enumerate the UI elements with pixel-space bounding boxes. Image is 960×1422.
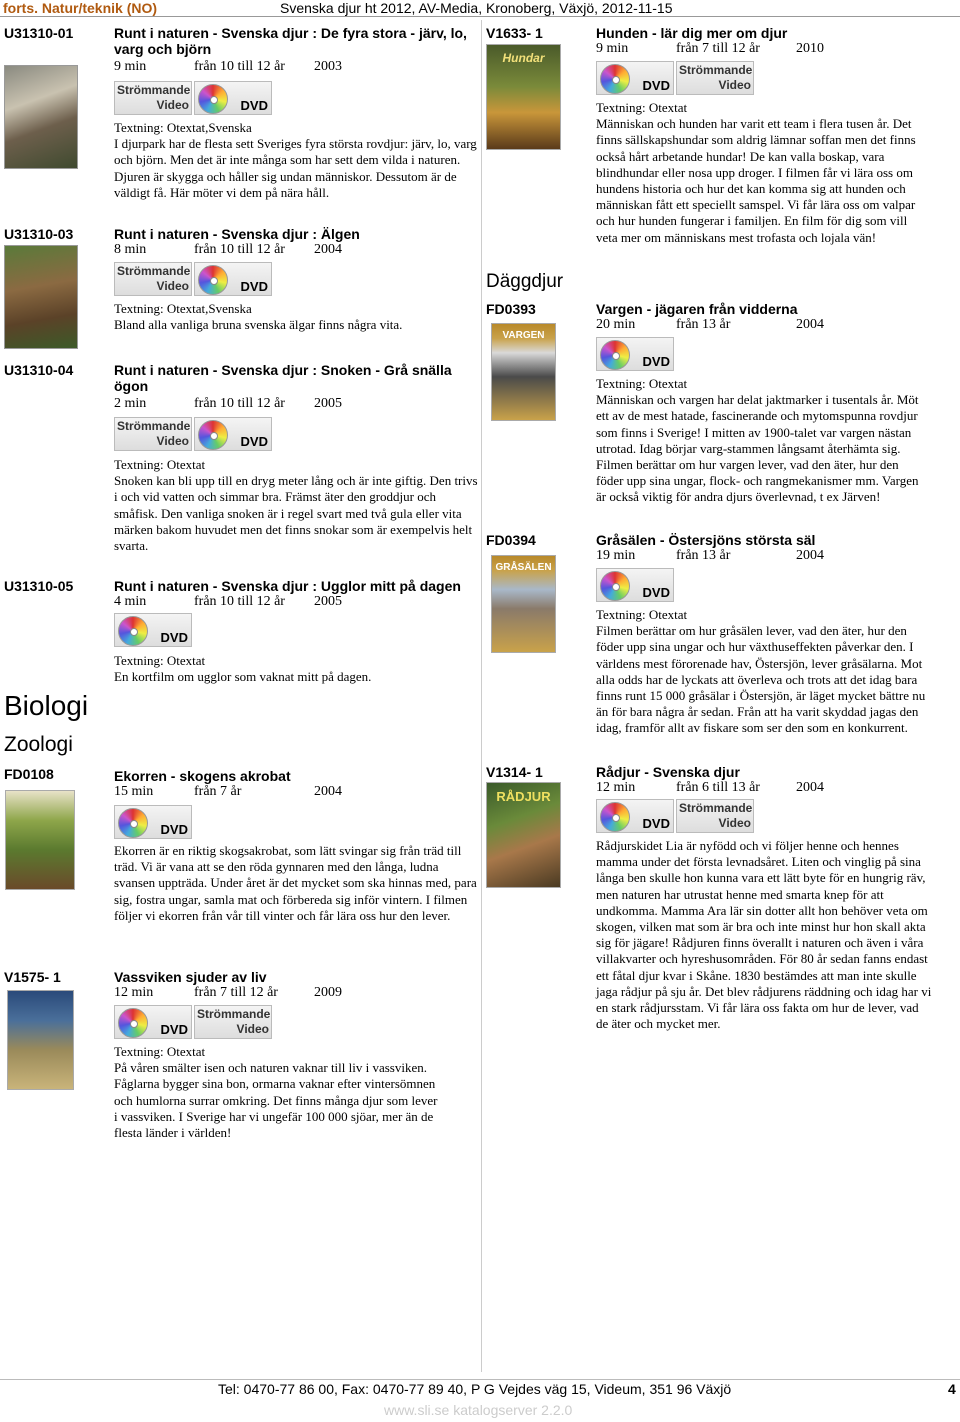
dog-dvd-cover[interactable] — [486, 44, 561, 150]
age-range: från 10 till 12 år — [194, 59, 285, 74]
entry-description: Rådjurskidet Lia är nyfödd och vi följer henne och hennes mamma under det första levnadsåret. Liten och vinglig på sina långa ben skulle hon kunna vara ett lätt byte för en hungrig räv, men naturen har utrustat henne med smarta knep för att undkomma. Mamma Ara lär sin dotter allt hon behöver veta om skogen, vilken mat som är bra och inte minst hur hon skall akta sig för jägare! Rådjuren finns överallt i naturen och även i våra villakvarter och hyreshusområden. För 80 år sedan fanns endast ett fåtal djur kvar i Skåne. 1830 bestämdes att man inte skulle jaga rådjur på sju år. Det blev rådjurens räddning och idag har vi en stark rådjursstam. Vi får lära oss fakta om hur de lever, vad de äter och mycket mer. — [596, 838, 932, 1032]
duration: 9 min — [114, 59, 147, 74]
subcategory-heading: Däggdjur — [486, 271, 564, 292]
subcategory-heading: Zoologi — [4, 733, 73, 756]
entry-title[interactable]: Hunden - lär dig mer om djur — [596, 25, 788, 41]
wolf-thumbnail[interactable] — [4, 65, 78, 169]
category-heading: Biologi — [4, 690, 89, 721]
year: 2004 — [796, 780, 824, 795]
media-badges — [596, 568, 674, 602]
dvd-disc-icon — [600, 571, 630, 601]
entry-description: Ekorren är en riktig skogsakrobat, som lätt svingar sig från träd till träd. Vi är vana att se den röda gynnaren med den långa, ludna svansen uppträda. Under året är det mycket som ska hinnas med, para sig, fostra ungar, samla mat och förbereda sig inför vintern. I filmen följer vi ekorren från vår till vinter och får lära oss hur den lever. — [114, 843, 477, 923]
age-range: från 13 år — [676, 548, 731, 563]
duration: 8 min — [114, 242, 147, 257]
dvd-disc-icon — [198, 84, 228, 114]
entry-description: Textning: Otextat Filmen berättar om hur gråsälen lever, vad den äter, hur den föder upp sina ungar och hur växthuseffekten påverkar den. I världens mest förorenade hav, Östersjön, lever gråsälarna. Mot alla odds har de lyckats att överleva och trots att det idag bara finns runt 15 000 gråsälar i Östersjön, är läget mycket bättre nu än för bara några år sedan. Från att ha varit skyddad jagas den idag, framför allt av fiskare som ser den som en konkurrent. — [596, 607, 926, 736]
age-range: från 10 till 12 år — [194, 594, 285, 609]
streaming-video-badge[interactable]: Strömmande Video — [114, 81, 192, 115]
media-badges — [114, 1005, 272, 1039]
media-badges — [114, 262, 272, 296]
cover-title: GRÅSÄLEN — [495, 562, 552, 573]
dvd-disc-icon — [600, 802, 630, 832]
streaming-video-badge[interactable]: Strömmande Video — [676, 61, 754, 95]
year: 2004 — [314, 242, 342, 257]
age-range: från 6 till 13 år — [676, 780, 760, 795]
entry-title[interactable]: Runt i naturen - Svenska djur : De fyra stora - järv, lo, varg och björn — [114, 25, 467, 57]
entry-code: V1633- 1 — [486, 25, 543, 41]
catalog-info: Svenska djur ht 2012, AV-Media, Kronoberg, Växjö, 2012-11-15 — [280, 0, 673, 16]
media-badges — [114, 805, 192, 839]
moose-thumbnail[interactable] — [4, 245, 78, 349]
entry-title[interactable]: Vassviken sjuder av liv — [114, 969, 267, 985]
entry-code: U31310-05 — [4, 578, 74, 594]
dvd-badge[interactable]: DVD — [596, 568, 674, 602]
page-number: 4 — [948, 1381, 956, 1397]
streaming-video-badge[interactable]: Strömmande Video — [114, 417, 192, 451]
footer-contact: Tel: 0470-77 86 00, Fax: 0470-77 89 40, P G Vejdes väg 15, Videum, 351 96 Växjö — [218, 1381, 732, 1397]
year: 2010 — [796, 41, 824, 56]
entry-code: V1575- 1 — [4, 969, 61, 985]
duration: 19 min — [596, 548, 636, 563]
section-title: forts. Natur/teknik (NO) — [3, 0, 158, 16]
entry-title[interactable]: Runt i naturen - Svenska djur : Ugglor mitt på dagen — [114, 578, 461, 594]
streaming-video-badge[interactable]: Strömmande Video — [676, 799, 754, 833]
entry-title[interactable]: Rådjur - Svenska djur — [596, 764, 740, 780]
duration: 15 min — [114, 784, 154, 799]
duration: 2 min — [114, 396, 147, 411]
dvd-badge[interactable]: DVD — [194, 262, 272, 296]
age-range: från 10 till 12 år — [194, 396, 285, 411]
dvd-badge[interactable]: DVD — [194, 81, 272, 115]
entry-description: Textning: Otextat,Svenska I djurpark har de flesta sett Sveriges fyra största rovdjur: järv, lo, varg och björn. Men det är inte många som har sett dem vilda i naturen. Djuren är skygga och håller sig undan människor. Dessutom är de väldigt få. Här möter vi dem på nära håll. — [114, 120, 477, 200]
entry-code: FD0393 — [486, 301, 536, 317]
seal-dvd-cover[interactable] — [491, 555, 556, 653]
streaming-video-badge[interactable]: Strömmande Video — [114, 262, 192, 296]
age-range: från 10 till 12 år — [194, 242, 285, 257]
dvd-badge[interactable]: DVD — [596, 337, 674, 371]
year: 2003 — [314, 59, 342, 74]
entry-description: Textning: Otextat Snoken kan bli upp till en dryg meter lång och är inte giftig. Den trivs i och vid vatten och simmar bra. Främst äter den groddjur och småfisk. Den vanliga snoken är i regel svart med två gula eller vita märken bakom huvudet men det finns snokar som är exempelvis helt svarta. — [114, 457, 478, 554]
entry-title[interactable]: Vargen - jägaren från vidderna — [596, 301, 798, 317]
duration: 4 min — [114, 594, 147, 609]
dvd-badge[interactable]: DVD — [596, 799, 674, 833]
entry-code: V1314- 1 — [486, 764, 543, 780]
entry-description: Textning: Otextat,Svenska Bland alla vanliga bruna svenska älgar finns några vita. — [114, 301, 403, 333]
entry-description: Textning: Otextat Människan och vargen har delat jaktmarker i tusentals år. Möt ett av de mest hatade, fascinerande och mytomspunna rovdjur som finns i Sverige! I mitten av 1900-talet var vargen nästan utrotad. Idag börjar varg-stammen långsamt återhämta sig. Filmen berättar om hur vargen lever, vad den äter, hur den föder upp sina ungar, flock- och rangmekanismer mm. Vargen är också viktig för andra djurs överlevnad, t ex Järven! — [596, 376, 919, 505]
dvd-disc-icon — [198, 420, 228, 450]
entry-title[interactable]: Gråsälen - Östersjöns största säl — [596, 532, 816, 548]
duration: 20 min — [596, 317, 636, 332]
streaming-video-badge[interactable]: Strömmande Video — [194, 1005, 272, 1039]
media-badges — [596, 61, 754, 95]
dvd-badge[interactable]: DVD — [114, 613, 192, 647]
cover-title: Hundar — [502, 51, 545, 65]
entry-description: Textning: Otextat På våren smälter isen och naturen vaknar till liv i vassviken. Fåglarna bygger sina bon, ormarna vaknar efter vintersömnen och humlorna surrar omkring. Det finns många djur som lever i vassviken. I Sverige har vi ungefär 100 000 sjöar, mer än de flesta länder i världen! — [114, 1044, 438, 1141]
dvd-disc-icon — [118, 808, 148, 838]
media-badges — [114, 81, 272, 115]
reed-dvd-cover[interactable] — [7, 990, 74, 1090]
media-badges — [114, 417, 272, 451]
entry-title[interactable]: Runt i naturen - Svenska djur : Snoken - Grå snälla ögon — [114, 362, 452, 394]
entry-description: Textning: Otextat Människan och hunden har varit ett team i flera tusen år. Det finns sällskapshundar som aldrig lämnar soffan men det finns också hårt arbetande hundar! De kan valla boskap, vara blindhundar eller nosa upp droger. I filmen får vi lära oss om hundens historia och hur det kan komma sig att hunden och människan fått ett speciellt samspel. Vi får lära oss om valpar och hur hunden fungerar i familjen. En film för dig som vill veta mer om människans mest trofasta och lojala vän! — [596, 100, 916, 245]
media-badges — [596, 799, 754, 833]
duration: 12 min — [114, 985, 154, 1000]
duration: 9 min — [596, 41, 629, 56]
entry-title[interactable]: Ekorren - skogens akrobat — [114, 768, 291, 784]
year: 2005 — [314, 396, 342, 411]
cover-title: VARGEN — [502, 330, 545, 341]
dvd-disc-icon — [600, 64, 630, 94]
entry-code: FD0394 — [486, 532, 536, 548]
dvd-disc-icon — [600, 340, 630, 370]
age-range: från 7 till 12 år — [194, 985, 278, 1000]
cover-title: RÅDJUR — [496, 789, 551, 804]
entry-code: U31310-01 — [4, 25, 74, 41]
footer-divider — [0, 1379, 960, 1380]
deer-dvd-cover[interactable] — [486, 782, 561, 888]
age-range: från 7 till 12 år — [676, 41, 760, 56]
year: 2005 — [314, 594, 342, 609]
entry-title[interactable]: Runt i naturen - Svenska djur : Älgen — [114, 226, 360, 242]
squirrel-dvd-cover[interactable] — [5, 790, 75, 890]
entry-description: Textning: Otextat En kortfilm om ugglor som vaknat mitt på dagen. — [114, 653, 372, 685]
entry-code: FD0108 — [4, 766, 54, 782]
dvd-disc-icon — [118, 1008, 148, 1038]
watermark: www.sli.se katalogserver 2.2.0 — [384, 1402, 573, 1418]
entry-code: U31310-04 — [4, 362, 74, 378]
media-badges — [114, 613, 192, 647]
dvd-badge[interactable]: DVD — [114, 1005, 192, 1039]
dvd-disc-icon — [198, 265, 228, 295]
dvd-disc-icon — [118, 616, 148, 646]
dvd-badge[interactable]: DVD — [194, 417, 272, 451]
column-divider — [481, 20, 482, 1372]
dvd-badge[interactable]: DVD — [114, 805, 192, 839]
year: 2004 — [796, 548, 824, 563]
dvd-badge[interactable]: DVD — [596, 61, 674, 95]
year: 2004 — [314, 784, 342, 799]
year: 2004 — [796, 317, 824, 332]
age-range: från 13 år — [676, 317, 731, 332]
media-badges — [596, 337, 674, 371]
age-range: från 7 år — [194, 784, 242, 799]
wolf-dvd-cover[interactable] — [491, 323, 556, 421]
year: 2009 — [314, 985, 342, 1000]
entry-code: U31310-03 — [4, 226, 74, 242]
duration: 12 min — [596, 780, 636, 795]
page-header — [0, 0, 960, 17]
